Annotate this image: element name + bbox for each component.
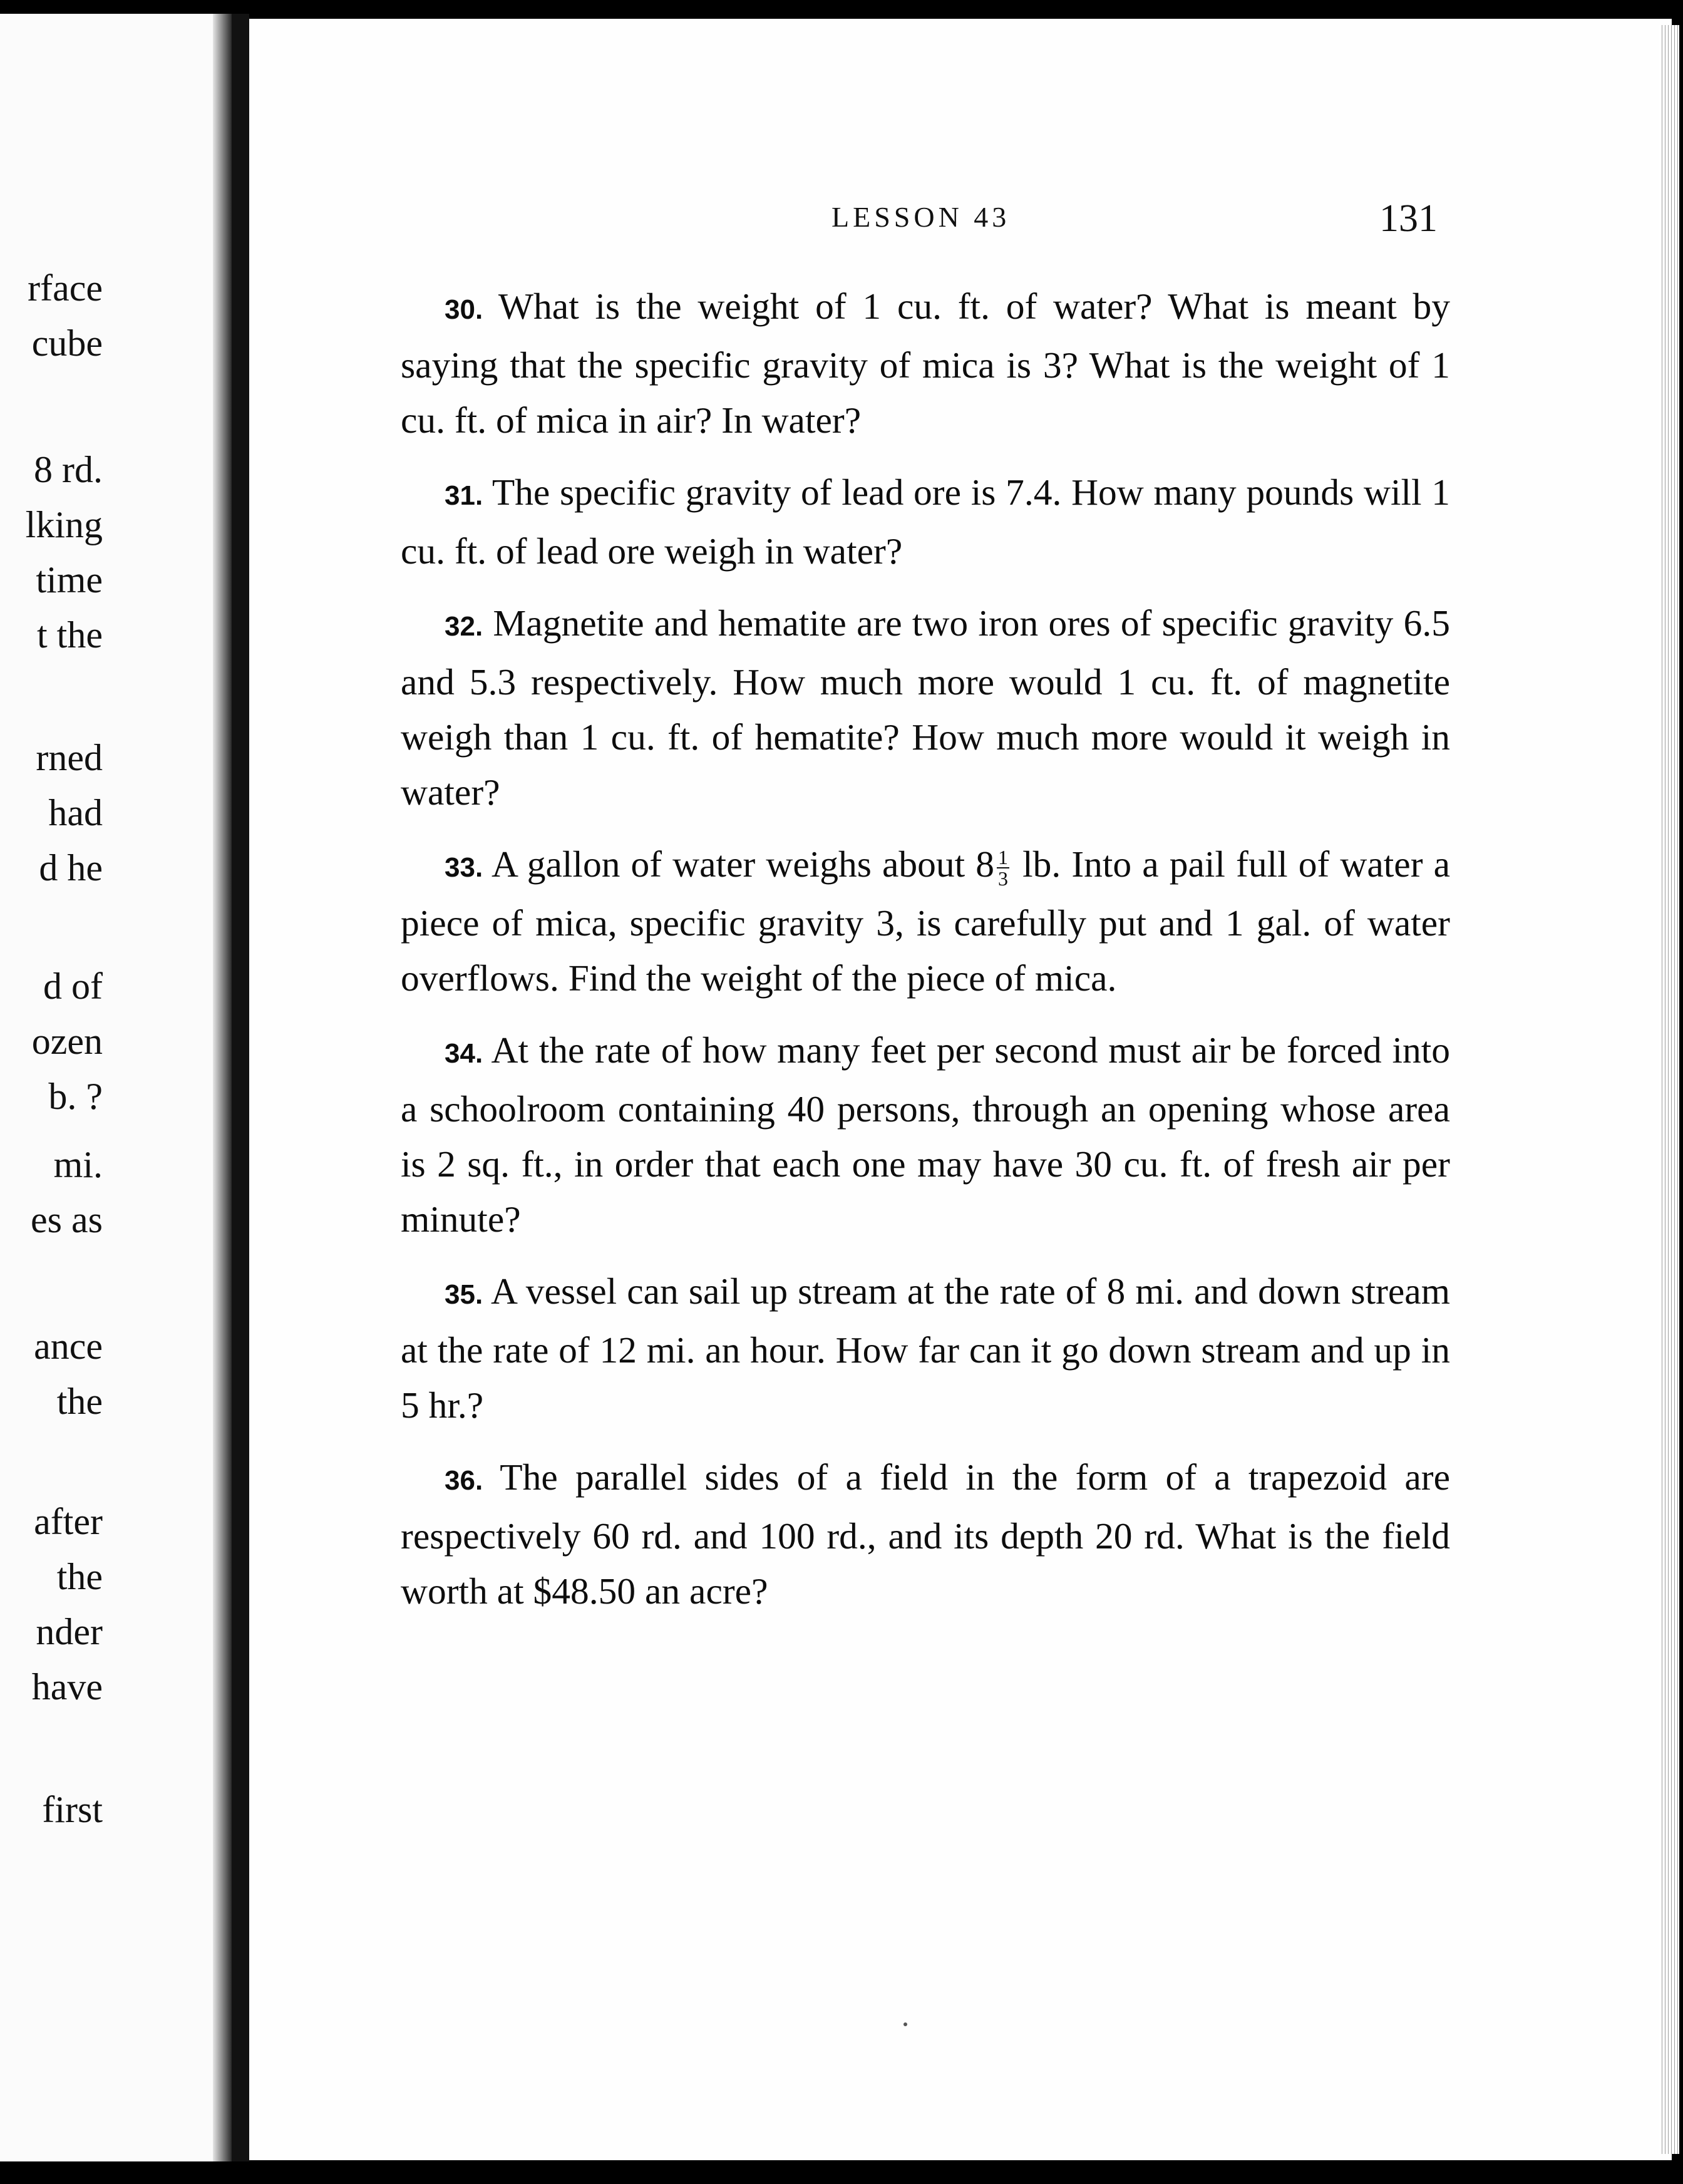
left-page-line: time	[36, 559, 103, 600]
problem-text: A vessel can sail up stream at the rate of 8 mi. and down stream at the rate of 12 mi. an hour. How far can it go down stream and up in 5 hr.?	[401, 1270, 1450, 1426]
problem-list	[401, 279, 1450, 1635]
problem-33	[401, 837, 1450, 1006]
left-page-line: es as	[31, 1199, 103, 1240]
print-speck	[903, 2022, 907, 2026]
left-page-line: have	[31, 1666, 103, 1708]
fraction-one-third	[997, 847, 1009, 889]
problem-number: 35.	[445, 1279, 483, 1310]
problem-31	[401, 465, 1450, 579]
problem-35	[401, 1264, 1450, 1433]
problem-number: 36.	[445, 1465, 483, 1496]
book-gutter	[232, 14, 249, 2161]
left-page-line: lking	[25, 504, 103, 545]
problem-number: 30.	[445, 294, 483, 325]
problem-30	[401, 279, 1450, 448]
left-page-line: first	[42, 1789, 103, 1830]
problem-text: The specific gravity of lead ore is 7.4. How many pounds will 1 cu. ft. of lead ore weigh in water?	[401, 471, 1450, 572]
left-page-line: nder	[36, 1611, 103, 1652]
left-page-line: b. ?	[48, 1076, 103, 1117]
left-page-line: ance	[34, 1326, 103, 1367]
problem-34	[401, 1022, 1450, 1247]
problem-text: lb. Into a pail full of water a piece of mica, specific gravity 3, is carefully put and 1 gal. of water overflows. Find the weight of the piece of mica.	[401, 843, 1450, 999]
left-page-line: mi.	[53, 1144, 103, 1185]
left-page-line: rned	[36, 737, 103, 778]
left-page-line: rface	[28, 267, 103, 309]
running-head: LESSON 43	[831, 201, 1011, 233]
left-page-line: the	[56, 1381, 103, 1422]
fraction-denominator: 3	[998, 867, 1009, 890]
page-edges	[1659, 25, 1679, 2154]
left-page-line: t the	[37, 614, 103, 656]
problem-36	[401, 1450, 1450, 1619]
problem-number: 31.	[445, 480, 483, 511]
left-page-line: after	[34, 1501, 103, 1542]
problem-text: A gallon of water weighs about 8	[491, 843, 995, 885]
problem-text: Magnetite and hematite are two iron ores of specific gravity 6.5 and 5.3 respectively. How much more would 1 cu. ft. of magnetite weigh than 1 cu. ft. of hematite? How much more would it weigh in water?	[401, 602, 1450, 813]
problem-text: The parallel sides of a field in the form of a trapezoid are respectively 60 rd. and 100 rd., and its depth 20 rd. What is the field worth at $48.50 an acre?	[401, 1456, 1451, 1612]
left-page-line: cube	[31, 322, 103, 364]
page-header	[249, 197, 1672, 250]
left-page-line: had	[48, 792, 103, 833]
page-number: 131	[1379, 197, 1438, 240]
page-shadow	[213, 14, 232, 2161]
problem-number: 34.	[445, 1038, 483, 1069]
problem-number: 33.	[445, 852, 483, 883]
fraction-numerator: 1	[998, 846, 1009, 869]
left-page-line: d of	[43, 966, 103, 1007]
left-page-line: the	[56, 1556, 103, 1597]
previous-page-fragment	[0, 14, 225, 2161]
problem-text: What is the weight of 1 cu. ft. of water? What is meant by saying that the specific gravity of mica is 3? What is the weight of 1 cu. ft. of mica in air? In water?	[401, 286, 1450, 441]
book-page	[249, 19, 1672, 2160]
problem-number: 32.	[445, 611, 483, 642]
problem-32	[401, 595, 1450, 820]
left-page-line: ozen	[31, 1021, 103, 1062]
left-page-line: 8 rd.	[34, 449, 103, 490]
left-page-line: d he	[39, 847, 103, 889]
problem-text: At the rate of how many feet per second must air be forced into a schoolroom containing 40 persons, through an opening whose area is 2 sq. ft., in order that each one may have 30 cu. ft. of fresh air per minute?	[401, 1029, 1451, 1240]
